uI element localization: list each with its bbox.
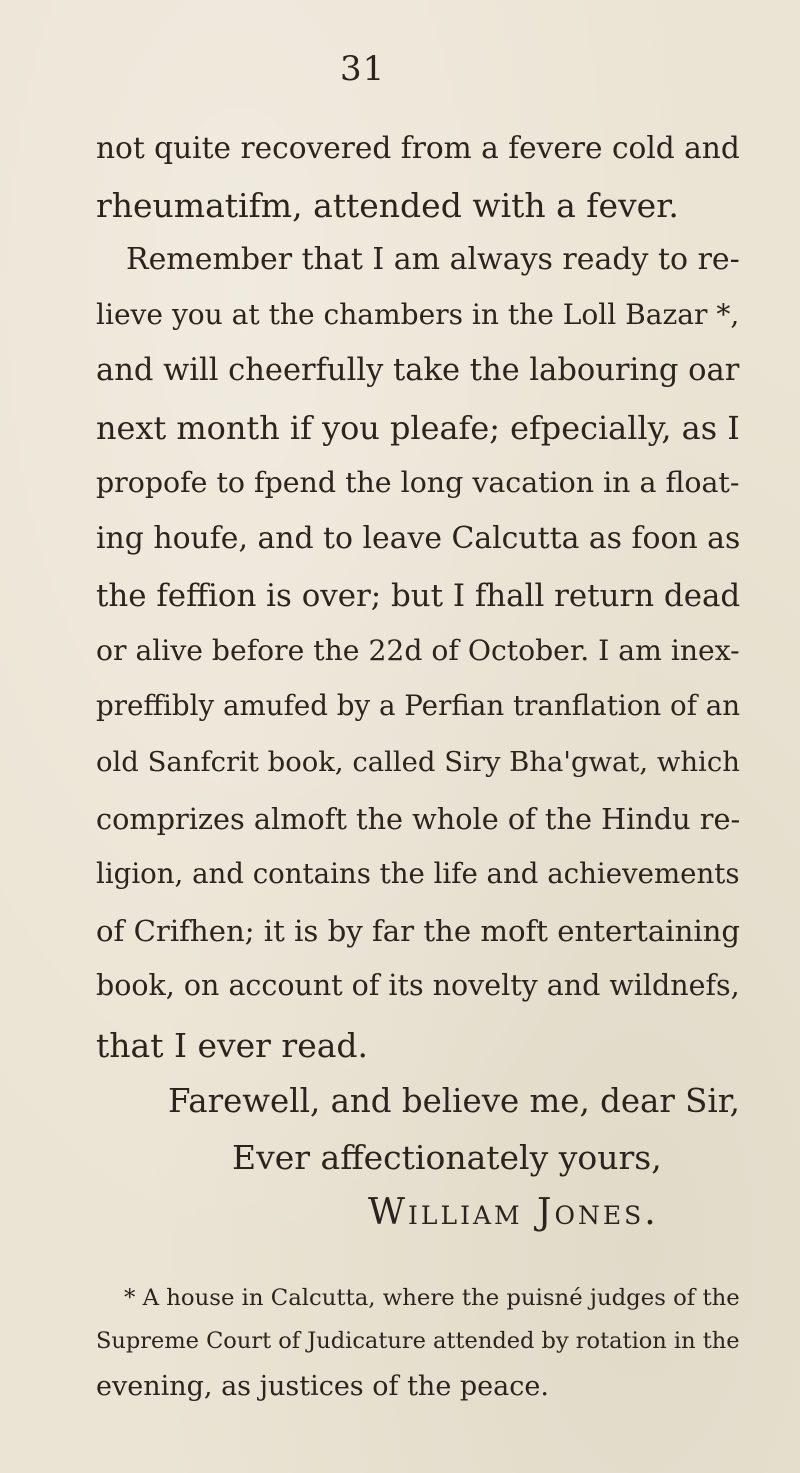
body-line: next month if you pleafe; efpecially, as I [96, 409, 740, 447]
body-line: that I ever read. [96, 1026, 369, 1065]
body-line: ing houfe, and to leave Calcutta as foon as [96, 521, 741, 556]
body-line: Remember that I am always ready to re- [126, 242, 740, 277]
valediction-line: Ever affectionately yours, [232, 1138, 662, 1177]
closing-line: Farewell, and believe me, dear Sir, [168, 1082, 740, 1120]
signature: William Jones. [368, 1192, 659, 1233]
body-line: rheumatifm, attended with a fever. [96, 186, 679, 225]
footnote-line: evening, as justices of the peace. [96, 1371, 549, 1402]
page-number: 31 [340, 49, 386, 89]
body-line: and will cheerfully take the labouring oar [96, 353, 740, 388]
body-line: lieve you at the chambers in the Loll Bazar *, [96, 298, 740, 331]
body-line: ligion, and contains the life and achievements [96, 857, 740, 890]
body-line: book, on account of its novelty and wildnefs, [96, 969, 740, 1002]
body-line: comprizes almoft the whole of the Hindu re- [96, 802, 741, 836]
body-line: of Crifhen; it is by far the moft entertaining [96, 914, 741, 948]
body-line: or alive before the 22d of October. I am inex- [96, 634, 740, 667]
body-line: not quite recovered from a fevere cold and [96, 131, 740, 165]
body-line: preffibly amufed by a Perfian tranflation of an [96, 689, 741, 722]
footnote-line: Supreme Court of Judicature attended by rotation in the [96, 1328, 740, 1354]
body-line: propofe to fpend the long vacation in a float- [96, 466, 740, 499]
body-line: old Sanfcrit book, called Siry Bha'gwat, which [96, 747, 740, 778]
footnote-line: * A house in Calcutta, where the puisné judges of the [124, 1285, 740, 1311]
body-line: the feffion is over; but I fhall return dead [96, 578, 741, 614]
